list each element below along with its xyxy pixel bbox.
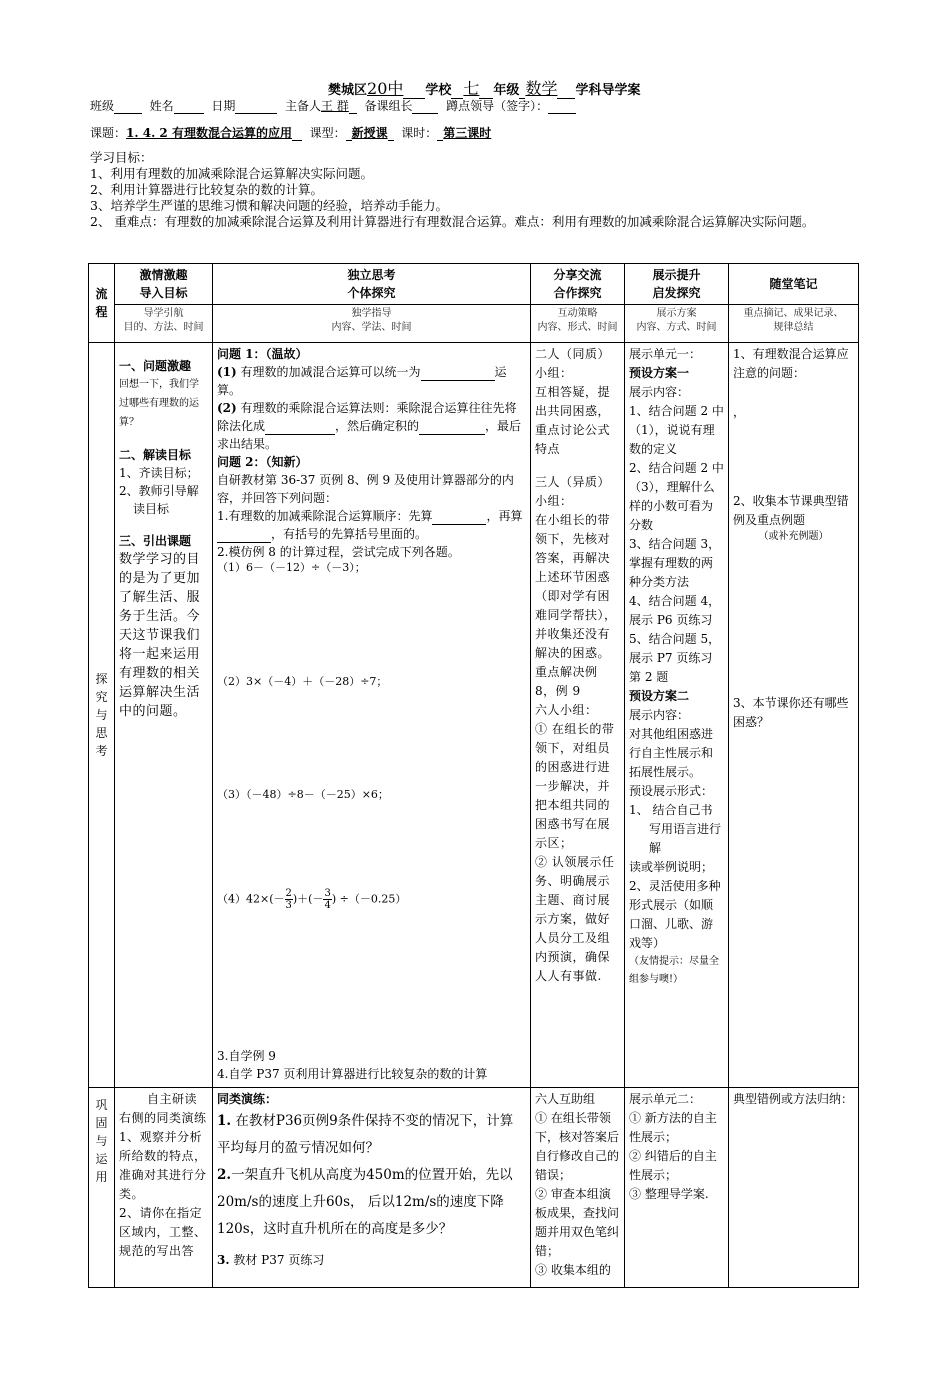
fraction: $\frac{3}{4}$ bbox=[324, 888, 331, 911]
title-subject-suffix: 学科导学案 bbox=[575, 83, 641, 98]
lesson-plan-table bbox=[88, 263, 859, 1288]
goal-item: 1、利用有理数的加减乘除混合运算解决实际问题。 bbox=[90, 166, 373, 181]
interact-text: 二人（同质）小组： bbox=[535, 347, 611, 380]
interact-text: 互相答疑，提出共同困惑，重点讨论公式特点 bbox=[535, 385, 611, 456]
answer-blank[interactable] bbox=[421, 380, 495, 381]
guide-heading: 三、引出课题 bbox=[119, 534, 192, 548]
show-form: 读或举例说明； bbox=[629, 860, 714, 874]
problem-2-intro: 自研教材第 36-37 页例 8、例 9 及使用计算器部分的内容，并回答下列问题： bbox=[217, 473, 514, 505]
section-label-consolidate: 巩 固 与 运 用 bbox=[89, 1088, 115, 1288]
show-form: 2、灵活使用多种形式展示（如顺口溜、儿歌、游戏等） bbox=[629, 879, 721, 950]
type-label: 课型： bbox=[309, 126, 346, 140]
show-label: 展示内容： bbox=[629, 708, 690, 722]
show-item: ③ 整理导学案. bbox=[629, 1187, 709, 1201]
show-cell bbox=[625, 343, 729, 1088]
flow-header: 流程 bbox=[89, 264, 115, 343]
title-grade-suffix: 年级 bbox=[493, 83, 520, 98]
guide-heading: 一、问题激趣 bbox=[119, 359, 192, 373]
show-tip: （友情提示：尽量全组参与噢!） bbox=[629, 956, 719, 985]
guide-text: 2、教师引导解读目标 bbox=[119, 484, 199, 516]
goal-item: 2、 重难点：有理数的加减乘除混合运算及利用计算器进行有理数混合运算。难点：利用有理数的加减乘除混合运算解决实际问题。 bbox=[90, 214, 815, 229]
answer-blank[interactable] bbox=[419, 434, 485, 435]
problem-1-part-1: (1) 有理数的加减混合运算可以统一为 运算。 bbox=[217, 365, 507, 397]
col4-header: 展示提升 启发探究 bbox=[625, 264, 729, 305]
group-leader-label: 备课组长 bbox=[364, 99, 413, 113]
problem-1-part-2: (2) 有理数的乘除混合运算法则：乘除混合运算往往先将除法化成 ，然后确定积的 ，最后求出结果。 bbox=[217, 401, 522, 451]
date-field[interactable] bbox=[235, 113, 277, 114]
period-value: 第三课时 bbox=[443, 126, 492, 140]
guide-cell bbox=[115, 343, 213, 1088]
guide-text: 1、齐读目标； bbox=[119, 466, 199, 480]
interact-text: ③ 收集本组的 bbox=[535, 1263, 611, 1277]
show-text: 对其他组困惑进行自主性展示和拓展性展示。 bbox=[629, 727, 714, 779]
guide-cell-2 bbox=[115, 1088, 213, 1288]
problem-2-title: 问题 2：（知新） bbox=[217, 455, 308, 469]
practice-title: 同类演练： bbox=[217, 1092, 278, 1106]
col4-subheader: 展示方案 内容、方式、时间 bbox=[625, 305, 729, 343]
guide-text: 数学学习的目的是为了更加了解生活、服务于生活。今天这节课我们将一起来运用有理数的相关运算解决生活中的问题。 bbox=[119, 552, 201, 719]
show-item: 1、结合问题 2 中（1），说说有理数的定义 bbox=[629, 404, 724, 456]
interact-text: 六人互助组 bbox=[535, 1092, 596, 1106]
notes-cell-2 bbox=[729, 1088, 859, 1288]
guide-text: 2、请你在指定区域内，工整、规范的写出答 bbox=[119, 1206, 207, 1258]
guide-heading: 二、解读目标 bbox=[119, 448, 192, 462]
problem-1-title: 问题 1：（温故） bbox=[217, 347, 308, 361]
notes-cell bbox=[729, 343, 859, 1088]
exercise-3: （3）（－48）÷8－（－25）×6； bbox=[217, 788, 389, 801]
name-field[interactable] bbox=[174, 113, 204, 114]
goal-item: 3、培养学生严谨的思维习惯和解决问题的经验，培养动手能力。 bbox=[90, 198, 448, 213]
study-step-4: 4.自学 P37 页利用计算器进行比较复杂的数的计算 bbox=[217, 1067, 488, 1081]
topic-label: 课题： bbox=[90, 126, 127, 140]
problem-2-part-1: 1.有理数的加减乘除混合运算顺序：先算 ，再算，有括号的先算括号里面的。 bbox=[217, 509, 523, 541]
exercise-1: （1）6－（－12）÷（－3）； bbox=[217, 561, 366, 574]
type-value: 新授课 bbox=[351, 126, 388, 140]
practice-3: 3. 教材 P37 页练习 bbox=[217, 1253, 325, 1267]
study-step-3: 3.自学例 9 bbox=[217, 1049, 276, 1063]
title-subject: 数学 bbox=[525, 79, 558, 98]
interact-text: ① 在组长带领下，核对答案后自行修改自己的错误； bbox=[535, 1111, 620, 1182]
name-label: 姓名 bbox=[149, 99, 174, 113]
show-form: 1、 结合自己书写用语言进行解 bbox=[629, 803, 722, 855]
col5-header: 随堂笔记 bbox=[729, 264, 859, 305]
exercise-4: （4）42×(－ $\frac{2}{3}$ )＋(－ $\frac{3}{4}$ ) ÷（－0.25） bbox=[217, 888, 407, 911]
section-label-explore: 探 究 与 思 考 bbox=[89, 343, 115, 1088]
topic-value: 1. 4. 2 有理数混合运算的应用 bbox=[126, 126, 292, 140]
show-plan: 预设方案二 bbox=[629, 689, 690, 703]
note-item: 1、有理数混合运算应注意的问题： bbox=[733, 347, 849, 380]
leader-signature-field[interactable] bbox=[548, 113, 576, 114]
interact-cell-2 bbox=[531, 1088, 625, 1288]
class-field[interactable] bbox=[114, 113, 142, 114]
note-item: （或补充例题） bbox=[758, 531, 829, 542]
show-item: ① 新方法的自主性展示； bbox=[629, 1111, 717, 1144]
goal-item: 2、利用计算器进行比较复杂的数的计算。 bbox=[90, 182, 323, 197]
title-school-suffix: 学校 bbox=[425, 83, 452, 98]
interact-text: ② 审查本组演板成果，查找问题并用双色笔纠错； bbox=[535, 1187, 620, 1258]
practice-1: 1. 在教材P36页例9条件保持不变的情况下，计算平均每月的盈亏情况如何？ bbox=[217, 1113, 514, 1156]
date-label: 日期 bbox=[211, 99, 236, 113]
title-grade: 七 bbox=[463, 79, 480, 98]
col3-header: 分享交流 合作探究 bbox=[531, 264, 625, 305]
study-cell bbox=[213, 343, 531, 1088]
class-label: 班级 bbox=[90, 99, 115, 113]
practice-cell bbox=[213, 1088, 531, 1288]
show-cell-2 bbox=[625, 1088, 729, 1288]
exercise-2: （2）3×（－4）＋（－28）÷7； bbox=[217, 675, 388, 688]
show-item: 3、结合问题 3，掌握有理数的两种分类方法 bbox=[629, 537, 721, 589]
guide-text: 1、观察并分析所给数的特点，准确对其进行分类。 bbox=[119, 1130, 207, 1201]
lesson-line bbox=[90, 124, 491, 141]
title-school: 20中 bbox=[367, 79, 404, 98]
preparer-label: 主备人 bbox=[284, 99, 321, 113]
preparer-name: 王 群 bbox=[320, 99, 349, 113]
info-line bbox=[90, 97, 576, 114]
show-item: 2、结合问题 2 中（3），理解什么样的小数可看为分数 bbox=[629, 461, 724, 532]
col2-header: 独立思考 个体探究 bbox=[213, 264, 531, 305]
title-district: 樊城区 bbox=[328, 83, 368, 98]
answer-blank[interactable] bbox=[432, 524, 486, 525]
note-item: 3、本节课你还有哪些困惑？ bbox=[733, 696, 849, 729]
show-item: 4、结合问题 4，展示 P6 页练习 bbox=[629, 594, 721, 627]
col3-subheader: 互动策略 内容、形式、时间 bbox=[531, 305, 625, 343]
show-unit: 展示单元一： bbox=[629, 347, 702, 361]
show-plan: 预设方案一 bbox=[629, 366, 690, 380]
leader-label: 蹲点领导（签字）： bbox=[446, 99, 549, 113]
goals-heading: 学习目标： bbox=[90, 150, 153, 165]
show-item: 5、结合问题 5，展示 P7 页练习第 2 题 bbox=[629, 632, 721, 684]
answer-blank[interactable] bbox=[265, 434, 335, 435]
group-leader-field[interactable] bbox=[412, 113, 438, 114]
note-item: 2、收集本节课典型错例及重点例题 bbox=[733, 494, 849, 527]
practice-2: 2.一架直升飞机从高度为450m的位置开始，先以20m/s的速度上升60s， 后以12m/s的速度下降120s，这时直升机所在的高度是多少？ bbox=[217, 1167, 513, 1237]
show-label: 预设展示形式： bbox=[629, 784, 714, 798]
problem-2-part-2: 2.模仿例 8 的计算过程，尝试完成下列各题。 bbox=[217, 545, 460, 559]
show-item: ② 纠错后的自主性展示； bbox=[629, 1149, 717, 1182]
show-unit: 展示单元二： bbox=[629, 1092, 702, 1106]
interact-text: 三人（异质）小组： bbox=[535, 475, 611, 508]
interact-cell bbox=[531, 343, 625, 1088]
note-item: ， bbox=[733, 405, 746, 419]
fraction: $\frac{2}{3}$ bbox=[285, 888, 292, 911]
interact-text: 六人小组： bbox=[535, 703, 598, 717]
interact-text: ① 在组长的带领下，对组员的困惑进行进一步解决，并把本组共同的困惑书写在展示区； bbox=[535, 722, 615, 850]
col2-subheader: 独学指导 内容、学法、时间 bbox=[213, 305, 531, 343]
col1-subheader: 导学引航 目的、方法、时间 bbox=[115, 305, 213, 343]
col1-header: 激情激趣 导入目标 bbox=[115, 264, 213, 305]
guide-text: 回想一下，我们学过哪些有理数的运算？ bbox=[119, 379, 199, 428]
interact-text: 在小组长的带领下，先核对答案，再解决上述环节困惑（即对学有困难同学帮扶），并收集还没有解决的困惑。重点解决例 8，例 9 bbox=[535, 513, 617, 698]
interact-text: ② 认领展示任务、明确展示主题、商讨展示方案，做好人员分工及组内预演，确保人人有事做. bbox=[535, 855, 615, 983]
period-label: 课时： bbox=[401, 126, 438, 140]
note-item: 典型错例或方法归纳： bbox=[733, 1092, 854, 1106]
learning-goals bbox=[90, 150, 870, 230]
guide-text: 自主研读右侧的同类演练 bbox=[119, 1092, 207, 1125]
document-title bbox=[328, 76, 640, 99]
col5-subheader: 重点摘记、成果记录、 规律总结 bbox=[729, 305, 859, 343]
show-label: 展示内容： bbox=[629, 385, 690, 399]
